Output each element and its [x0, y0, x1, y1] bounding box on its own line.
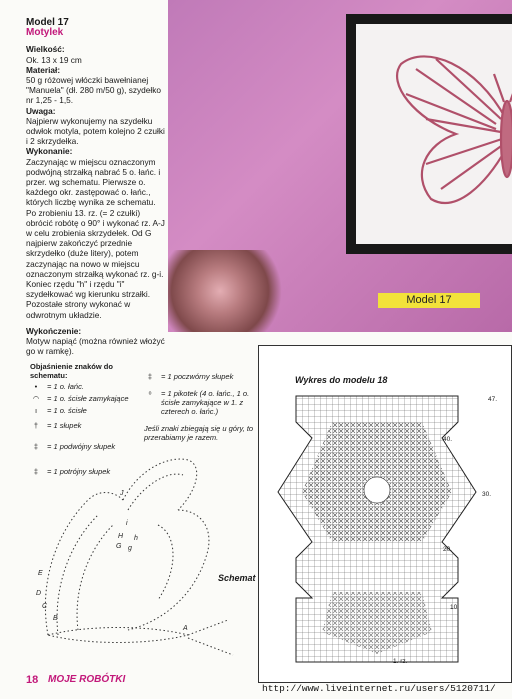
- section-body-finish: Motyw napiąć (można również włożyć go w ramkę).: [26, 336, 165, 357]
- section-heading-size: Wielkość:: [26, 44, 65, 55]
- page-number: 18: [26, 674, 39, 686]
- svg-text:J: J: [120, 490, 124, 497]
- magazine-brand: MOJE ROBÓTKI: [48, 674, 126, 685]
- svg-text:A: A: [183, 625, 188, 632]
- section-heading-note: Uwaga:: [26, 105, 56, 116]
- row-label-47: 47.: [488, 396, 498, 403]
- legend-right: [144, 372, 256, 442]
- photo-background: [168, 0, 512, 332]
- svg-text:G: G: [116, 543, 122, 550]
- legend-item-text: = 1 poczwórny słupek: [161, 372, 234, 381]
- legend-item-text: = 1 potrójny słupek: [47, 467, 111, 476]
- flowers-decoration: [168, 250, 298, 332]
- model-title: Model 17: [26, 17, 69, 28]
- section-heading-material: Materiał:: [26, 64, 61, 75]
- model-subtitle: Motylek: [26, 27, 64, 39]
- picture-frame: [346, 14, 512, 254]
- photo-model-label: Model 17: [378, 293, 480, 308]
- legend-item-text: = 1 pikotek (4 o. łańc., 1 o. ścisłe zamykające w 1. z czterech o. łańc.): [161, 389, 250, 416]
- filet-chart-title: Wykres do modelu 18: [295, 375, 388, 385]
- legend-item-text: = 1 o. ścisłe zamykające: [47, 394, 129, 403]
- section-body-size: Ok. 13 x 19 cm: [26, 54, 82, 65]
- double-treble-symbol-icon: ‡: [33, 442, 39, 451]
- filet-chart-grid: [272, 392, 482, 674]
- crochet-schematic-diagram: [28, 450, 243, 675]
- section-heading-finish: Wykończenie:: [26, 325, 82, 336]
- instructions-column: [26, 18, 166, 357]
- svg-text:H: H: [118, 533, 124, 540]
- triple-treble-symbol-icon: ‡: [33, 467, 39, 476]
- picot-symbol-icon: ᵒ: [148, 389, 152, 398]
- section-body-execution: Zaczynając w miejscu oznaczonym podwójną strzałką nabrać 5 o. łańc. i przer. wg schematu. Pierwsze o. każdego okr. zastępować o. łańc., których liczbę wynika ze schematu. Po zrobieniu 13. rz. (= 2 czułki) obrócić robótę o 90° i wykonać rz. A-J w celu zrobienia skrzydełek. Od G najpierw zakończyć przednie skrzydełko (duże litery), potem zaczynając na nowo w miejscu oznaczonym strzałką wykonać rz. g-i. Koniec rzędu "h" i rzędu "i" szydełkować wg kierunku strzałki. Pozostałe strony wykonać w odwrotnym układzie.: [26, 156, 165, 320]
- legend-item-text: = 1 słupek: [47, 421, 82, 430]
- legend-item-text: = 1 o. łańc.: [47, 382, 84, 391]
- slip-stitch-symbol-icon: ◠: [32, 394, 40, 403]
- section-body-material: 50 g różowej włóczki bawełnianej "Manuela" (dł. 280 m/50 g), szydełko nr 1,25 - 1,5.: [26, 75, 162, 106]
- legend-title: Objaśnienie znaków do schematu:: [30, 362, 113, 380]
- single-crochet-symbol-icon: ı: [34, 406, 38, 415]
- legend-note: Jeśli znaki zbiegają się u góry, to przerabiamy je razem.: [144, 424, 254, 442]
- legend-item-text: = 1 o. ścisłe: [47, 406, 87, 415]
- chain-symbol-icon: •: [34, 382, 38, 391]
- svg-text:E: E: [38, 570, 43, 577]
- quad-treble-symbol-icon: ‡: [147, 372, 153, 381]
- butterfly-image: [356, 24, 512, 244]
- row-label-20: 20.: [443, 546, 453, 553]
- schematic-label: Schemat: [218, 573, 256, 583]
- svg-text:D: D: [36, 590, 42, 597]
- svg-text:g: g: [128, 545, 132, 552]
- row-label-30: 30.: [482, 491, 492, 498]
- svg-text:C: C: [42, 603, 48, 610]
- section-heading-execution: Wykonanie:: [26, 146, 73, 157]
- frame-mat: [356, 24, 512, 244]
- row-label-10: 10.: [450, 604, 460, 611]
- double-crochet-symbol-icon: †: [33, 421, 39, 430]
- row-label-1: 1. rz.: [393, 658, 408, 665]
- svg-text:i: i: [126, 520, 128, 527]
- svg-text:h: h: [134, 535, 138, 542]
- section-body-note: Najpierw wykonujemy na szydełku odwłok motyla, potem kolejno 2 czułki i 2 skrzydełka.: [26, 115, 165, 147]
- row-label-40: 40.: [443, 436, 453, 443]
- svg-text:B: B: [53, 615, 58, 622]
- legend-item-text: = 1 podwójny słupek: [47, 442, 116, 451]
- watermark-url: http://www.liveinternet.ru/users/5120711/: [262, 683, 496, 694]
